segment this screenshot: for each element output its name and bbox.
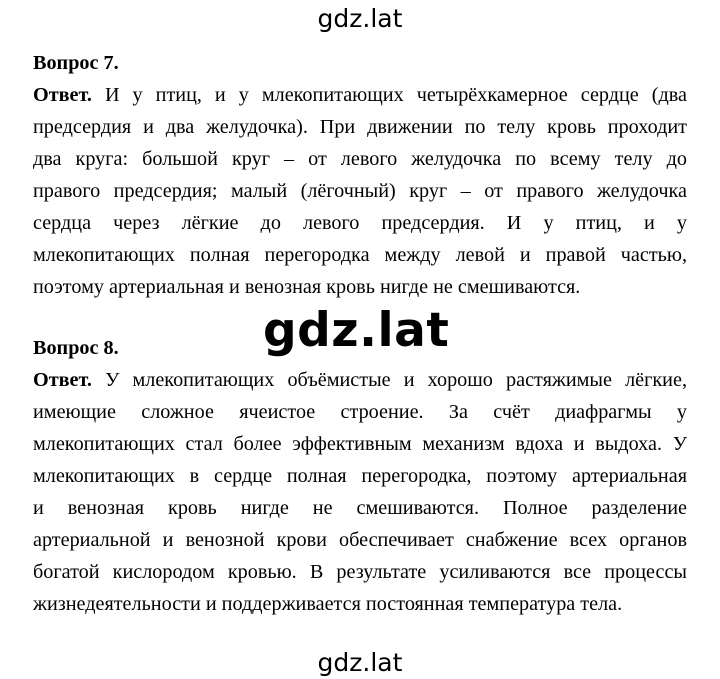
watermark-bottom: gdz.lat — [317, 648, 403, 677]
answer-line: два круга: большой круг – от левого желудочка по всему телу до — [33, 148, 687, 170]
answer-line: жизнедеятельности и поддерживается постоянная температура тела. — [33, 593, 623, 615]
question-8-title: Вопрос 8. — [33, 337, 119, 359]
answer-line: правого предсердия; малый (лёгочный) круг – от правого желудочка — [33, 180, 687, 202]
question-7-section — [33, 47, 687, 303]
question-7-title: Вопрос 7. — [33, 52, 119, 74]
answer-line: млекопитающих полная перегородка между левой и правой частью, — [33, 244, 687, 266]
answer-line: богатой кислородом кровью. В результате усиливаются все процессы — [33, 561, 687, 583]
answer-line: артериальной и венозной крови обеспечивает снабжение всех органов — [33, 529, 687, 551]
answer-7-text: И у птиц, и у млекопитающих четырёхкамерное сердце (два — [91, 84, 687, 106]
watermark-middle: gdz.lat — [263, 303, 450, 358]
answer-line: предсердия и два желудочка). При движении по телу кровь проходит — [33, 116, 687, 138]
answer-line: поэтому артериальная и венозная кровь нигде не смешиваются. — [33, 276, 581, 298]
answer-line — [33, 364, 687, 396]
answer-7-label: Ответ. — [33, 84, 92, 106]
answer-line: имеющие сложное ячеистое строение. За счёт диафрагмы у — [33, 401, 687, 423]
question-8-section — [33, 332, 687, 620]
answer-line: и венозная кровь нигде не смешиваются. Полное разделение — [33, 497, 687, 519]
answer-8-label: Ответ. — [33, 369, 92, 391]
answer-line — [33, 79, 687, 111]
answer-line: млекопитающих в сердце полная перегородка, поэтому артериальная — [33, 465, 687, 487]
answer-8-text: У млекопитающих объёмистые и хорошо растяжимые лёгкие, — [91, 369, 687, 391]
watermark-top: gdz.lat — [317, 4, 403, 33]
answer-line: сердца через лёгкие до левого предсердия. И у птиц, и у — [33, 212, 687, 234]
answer-line: млекопитающих стал более эффективным механизм вдоха и выдоха. У — [33, 433, 687, 455]
